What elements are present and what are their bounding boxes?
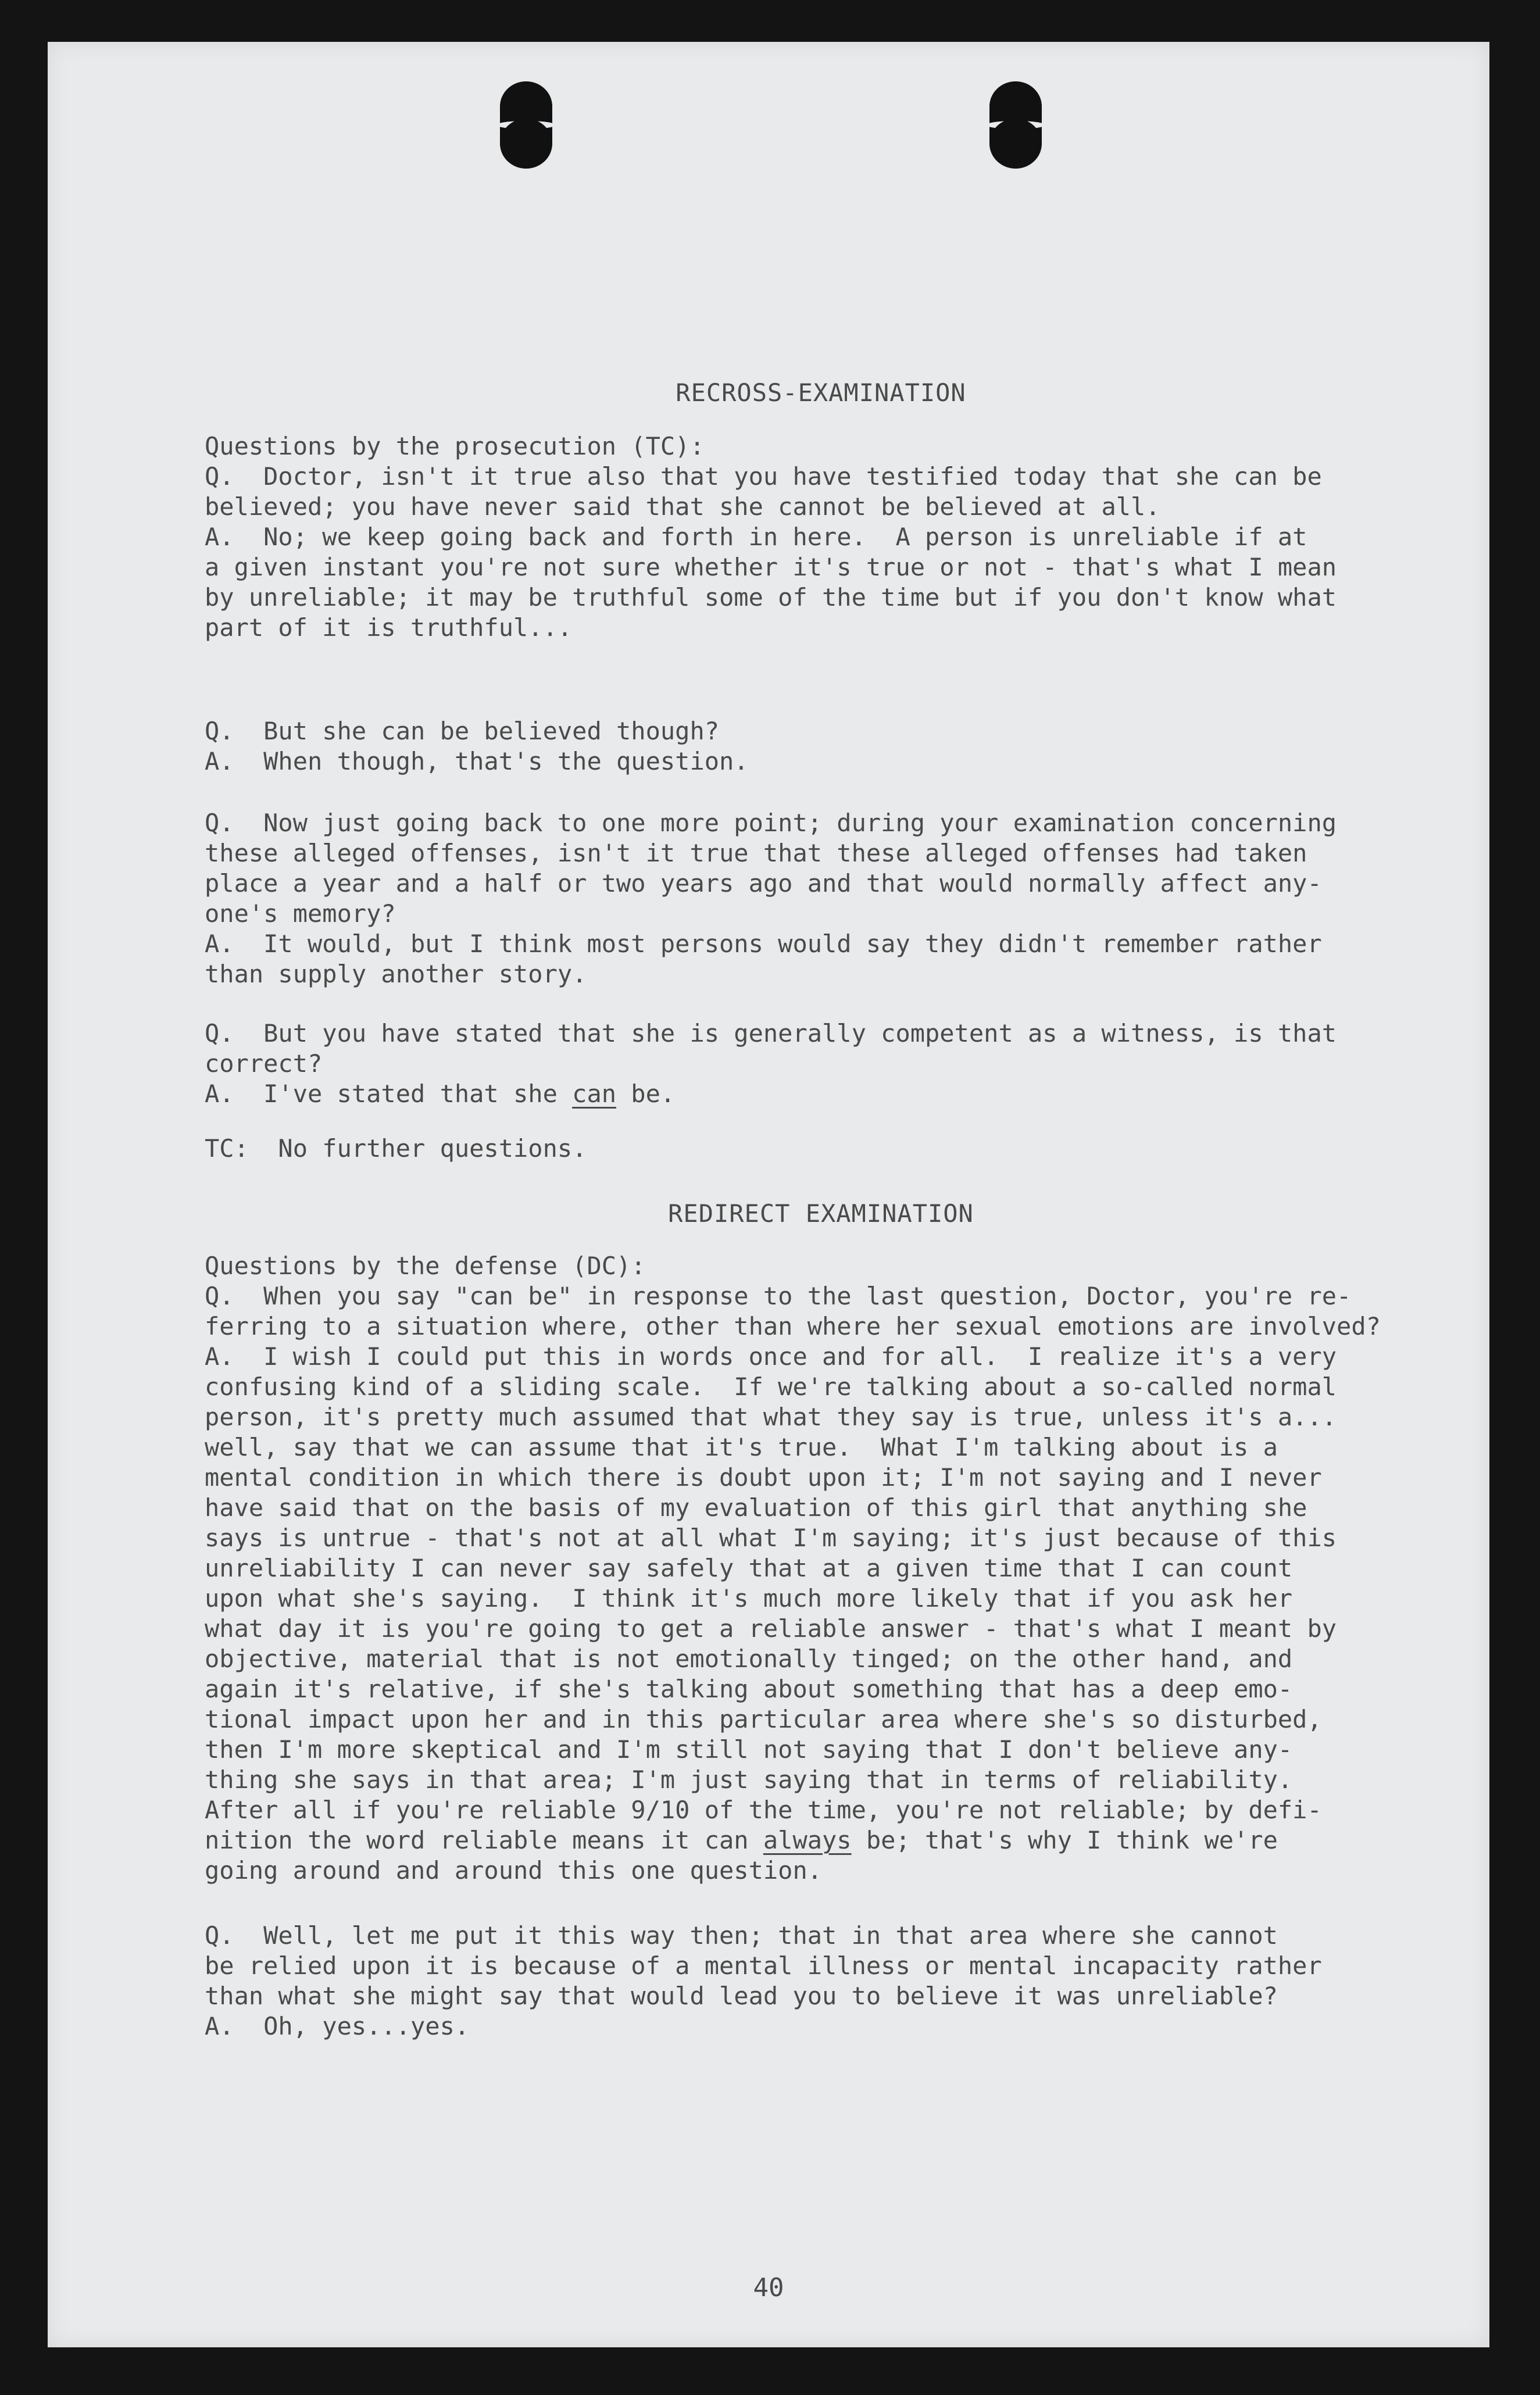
answer-line: objective, material that is not emotionally tinged; on the other hand, and xyxy=(205,1645,1293,1673)
answer-line: a given instant you're not sure whether it's true or not - that's what I mean xyxy=(205,553,1337,581)
answer-line: part of it is truthful... xyxy=(205,613,573,642)
question-line: these alleged offenses, isn't it true that these alleged offenses had taken xyxy=(205,839,1307,867)
answer-line: well, say that we can assume that it's true. What I'm talking about is a xyxy=(205,1433,1278,1461)
answer-line: have said that on the basis of my evaluation of this girl that anything she xyxy=(205,1493,1307,1522)
redirect-heading: REDIRECT EXAMINATION xyxy=(668,1199,974,1228)
redirect-qa-2 xyxy=(205,1921,1437,2042)
answer-line: tional impact upon her and in this particular area where she's so disturbed, xyxy=(205,1705,1322,1733)
underlined-word: always xyxy=(763,1826,852,1854)
answer-line: A. When though, that's the question. xyxy=(205,747,749,775)
answer-line: A. Oh, yes...yes. xyxy=(205,2012,470,2040)
question-line: ferring to a situation where, other than where her sexual emotions are involved? xyxy=(205,1312,1381,1341)
underlined-word: can xyxy=(572,1079,617,1108)
recross-intro: Questions by the prosecution (TC): xyxy=(205,432,705,460)
recross-closing xyxy=(205,1134,1437,1164)
answer-line: A. I wish I could put this in words once and for all. I realize it's a very xyxy=(205,1342,1337,1371)
answer-line: person, it's pretty much assumed that what they say is true, unless it's a... xyxy=(205,1403,1337,1431)
redirect-section xyxy=(205,1251,1437,1886)
question-line: Q. Well, let me put it this way then; that in that area where she cannot xyxy=(205,1921,1278,1950)
binder-hole-left xyxy=(500,81,552,169)
question-line: place a year and a half or two years ago and that would normally affect any- xyxy=(205,869,1322,898)
question-line: Q. But she can be believed though? xyxy=(205,717,720,745)
question-line: Q. When you say "can be" in response to the last question, Doctor, you're re- xyxy=(205,1282,1352,1310)
answer-line: confusing kind of a sliding scale. If we're talking about a so-called normal xyxy=(205,1372,1337,1401)
document-page xyxy=(48,42,1489,2347)
answer-line: what day it is you're going to get a reliable answer - that's what I meant by xyxy=(205,1614,1337,1643)
recross-qa-3 xyxy=(205,808,1437,989)
answer-line: unreliability I can never say safely that at a given time that I can count xyxy=(205,1554,1293,1582)
answer-line: upon what she's saying. I think it's much more likely that if you ask her xyxy=(205,1584,1293,1613)
answer-line: says is untrue - that's not at all what I'm saying; it's just because of this xyxy=(205,1524,1337,1552)
question-line: be relied upon it is because of a mental illness or mental incapacity rather xyxy=(205,1951,1322,1980)
answer-line: than supply another story. xyxy=(205,960,587,988)
recross-section xyxy=(205,431,1437,643)
answer-line xyxy=(205,1825,1437,1856)
question-line: Q. Now just going back to one more point; during your examination concerning xyxy=(205,809,1337,837)
answer-text: A. I've stated that she xyxy=(205,1079,573,1108)
answer-line: After all if you're reliable 9/10 of the time, you're not reliable; by defi- xyxy=(205,1796,1322,1824)
answer-line: mental condition in which there is doubt upon it; I'm not saying and I never xyxy=(205,1463,1322,1492)
question-line: one's memory? xyxy=(205,899,396,928)
question-line: Q. But you have stated that she is generally competent as a witness, is that xyxy=(205,1019,1337,1048)
answer-text: nition the word reliable means it can xyxy=(205,1826,763,1854)
question-line: than what she might say that would lead you to believe it was unreliable? xyxy=(205,1982,1278,2010)
answer-line: going around and around this one question. xyxy=(205,1856,823,1885)
recross-qa-2 xyxy=(205,716,1437,777)
answer-text: be; that's why I think we're xyxy=(851,1826,1278,1854)
answer-line xyxy=(205,1079,1437,1109)
answer-line: thing she says in that area; I'm just saying that in terms of reliability. xyxy=(205,1765,1293,1794)
answer-line: A. No; we keep going back and forth in here. A person is unreliable if at xyxy=(205,523,1307,551)
closing-line: TC: No further questions. xyxy=(205,1134,587,1163)
question-line: correct? xyxy=(205,1049,323,1078)
question-line: believed; you have never said that she cannot be believed at all. xyxy=(205,492,1160,521)
answer-text: be. xyxy=(616,1079,676,1108)
redirect-intro: Questions by the defense (DC): xyxy=(205,1252,646,1280)
page-number: 40 xyxy=(753,2273,784,2303)
question-line: Q. Doctor, isn't it true also that you have testified today that she can be xyxy=(205,462,1322,491)
answer-line: A. It would, but I think most persons would say they didn't remember rather xyxy=(205,930,1322,958)
recross-qa-4 xyxy=(205,1018,1437,1109)
answer-line: by unreliable; it may be truthful some of the time but if you don't know what xyxy=(205,583,1337,612)
answer-line: again it's relative, if she's talking about something that has a deep emo- xyxy=(205,1675,1293,1703)
answer-line: then I'm more skeptical and I'm still not saying that I don't believe any- xyxy=(205,1735,1293,1764)
binder-hole-right xyxy=(989,81,1042,169)
recross-heading: RECROSS-EXAMINATION xyxy=(676,378,966,407)
